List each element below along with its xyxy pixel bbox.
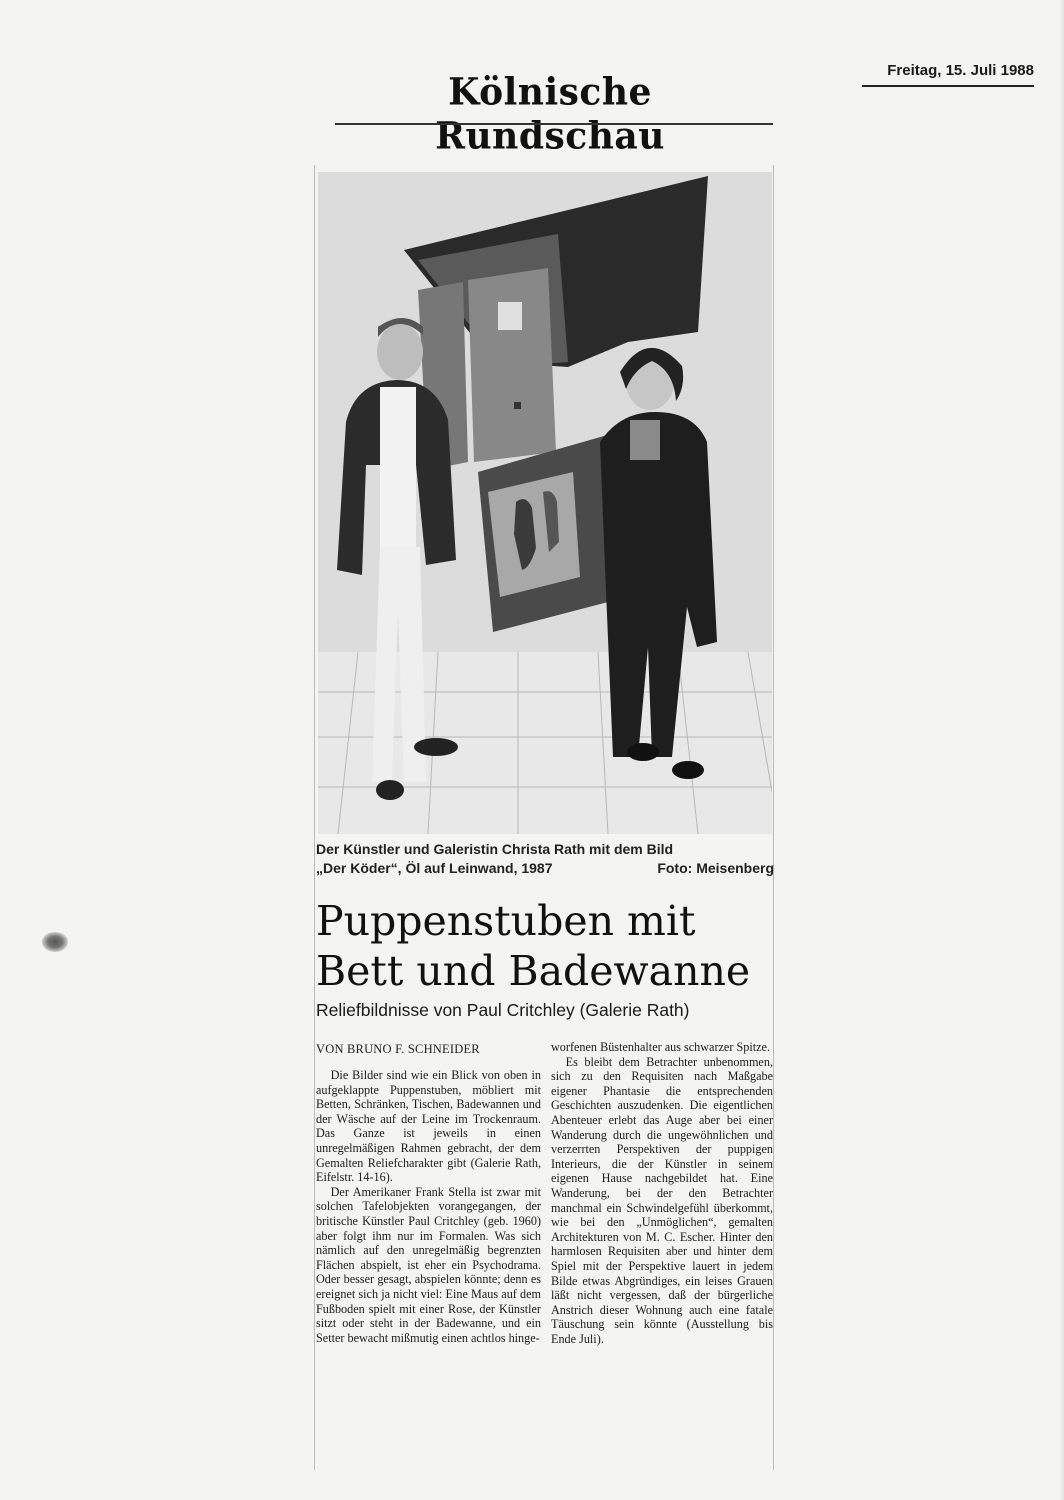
newspaper-masthead: Kölnische Rundschau [435,69,665,159]
paragraph: worfenen Büstenhalter aus schwarzer Spitze. [551,1040,770,1054]
article-byline: VON BRUNO F. SCHNEIDER [316,1042,480,1056]
clipping-edge-right [773,165,774,1470]
caption-line-2: „Der Köder“, Öl auf Leinwand, 1987 [316,860,553,876]
paragraph: Der Amerikaner Frank Stella ist zwar mit solchen Tafelobjekten vorangegangen, der britische Künstler Paul Critchley (geb. 1960) aber folgt ihm nur im Formalen. Was sich nämlich auf den unregelmäßig begrenzten Flächen abspielt, ist eher ein Psychodrama. Oder besser gesagt, abspielen könnte; denn es ereignet sich ja nicht viel: Eine Maus auf dem Fußboden spielt mit einer Rose, der Künstler sitzt oder steht in der Badewanne, und ein Setter bewacht mißmutig einen achtlos hinge- [316,1184,541,1345]
caption-line-2-row [316,859,774,878]
article-column-2 [551,1040,773,1346]
caption-line-1: Der Künstler und Galeristin Christa Rath mit dem Bild [316,841,674,857]
publication-date: Freitag, 15. Juli 1988 [862,62,1034,87]
photo-caption [316,840,774,878]
headline-line-1: Puppenstuben mit [316,897,696,945]
article-subheadline: Reliefbildnisse von Paul Critchley (Galerie Rath) [316,1000,690,1020]
article-photo [318,172,772,834]
paragraph: Die Bilder sind wie ein Blick von oben in aufgeklappte Puppenstuben, möbliert mit Betten, Schränken, Tischen, Badewannen und der Wäsche auf der Leine im Trockenraum. Das Ganze ist jeweils in einen unregelmäßigen Rahmen gebracht, der dem Gemalten Reliefcharakter gibt (Galerie Rath, Eifelstr. 14-16). [316,1068,541,1185]
article-headline [316,896,776,996]
clipping-edge-left [314,165,315,1470]
article-column-1 [316,1068,541,1345]
photo-illustration [318,172,772,834]
masthead-rule [335,123,773,125]
punch-hole-mark [42,932,68,952]
headline-line-2: Bett und Badewanne [316,947,751,995]
photo-credit: Foto: Meisenberg [657,860,774,876]
paragraph: Es bleibt dem Betrachter unbenommen, sich zu den Requisiten nach Maßgabe eigener Phantasie die entsprechenden Geschichten auszudenken. Die eigentlichen Abenteuer erlebt das Auge aber bei einer Wanderung durch die ungewöhnlichen und verzerrten Perspektiven der puppigen Interieurs, die der Künstler in seinem eigenen Hause nachgebildet hat. Eine Wanderung, bei der den Betrachter manchmal ein Schwindelgefühl überkommt, wie bei den „Unmöglichen“, gemalten Architekturen von M. C. Escher. Hinter den harmlosen Requisiten aber und hinter dem Spiel mit der Perspektive lauert in jedem Bilde etwas Abgründiges, ein leises Grauen läßt nicht vergessen, daß der bürgerliche Anstrich dieser Wohnung auch eine fatale Täuschung sein könnte (Ausstellung bis Ende Juli). [551,1054,773,1346]
